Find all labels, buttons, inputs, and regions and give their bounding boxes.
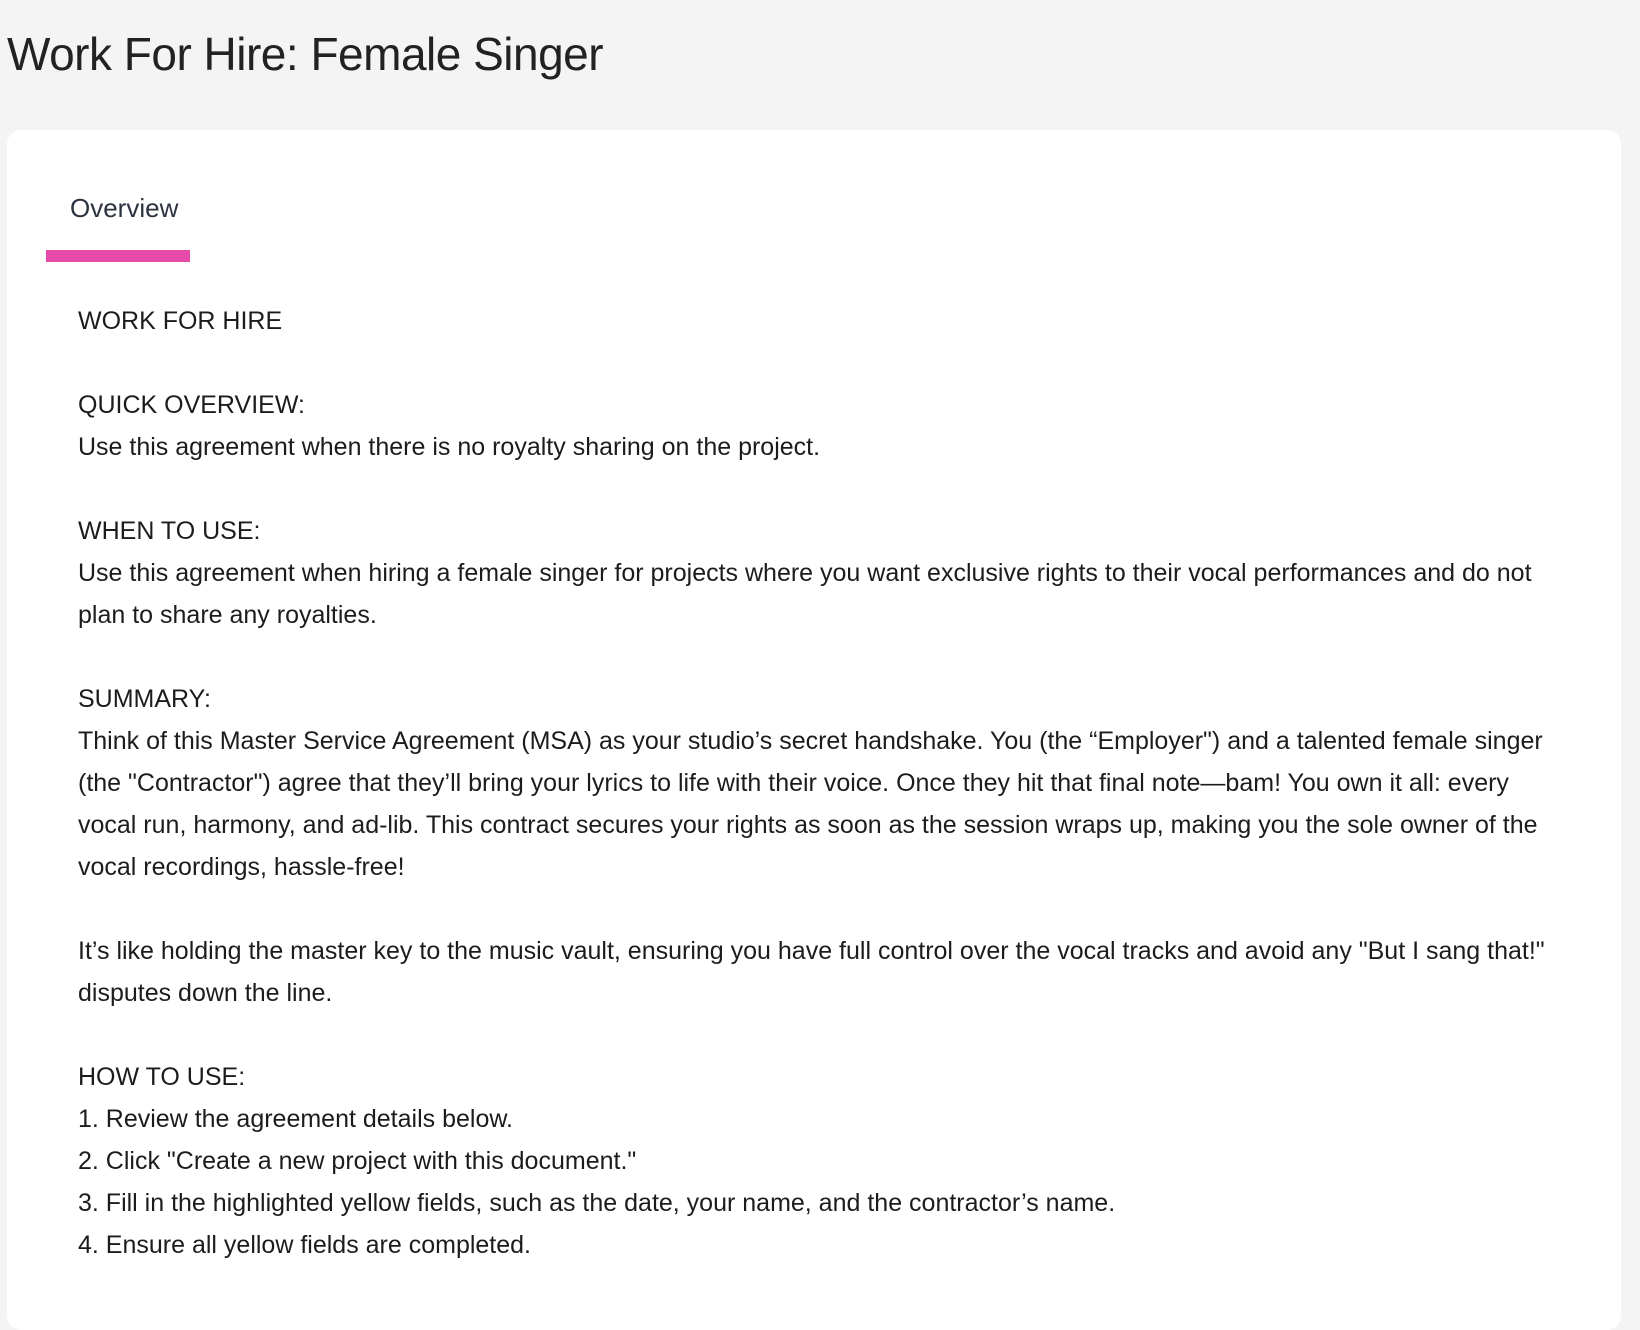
overview-card — [7, 130, 1621, 1330]
how-to-use-step: 2. Click "Create a new project with this document." — [78, 1147, 637, 1175]
quick-overview-text: Use this agreement when there is no royalty sharing on the project. — [78, 433, 821, 461]
quick-overview-heading: QUICK OVERVIEW: — [78, 391, 305, 419]
how-to-use-heading: HOW TO USE: — [78, 1063, 246, 1091]
how-to-use-step: 1. Review the agreement details below. — [78, 1105, 513, 1133]
how-to-use-step: 3. Fill in the highlighted yellow fields, such as the date, your name, and the contractor’s name. — [78, 1189, 1116, 1217]
summary-heading: SUMMARY: — [78, 685, 211, 713]
how-to-use-step: 4. Ensure all yellow fields are completed. — [78, 1231, 532, 1259]
tab-overview-label: Overview — [70, 193, 179, 223]
when-to-use-heading: WHEN TO USE: — [78, 517, 261, 545]
document-title: WORK FOR HIRE — [78, 307, 283, 335]
tab-bar — [46, 190, 190, 262]
tab-overview[interactable] — [46, 190, 190, 262]
overview-content — [78, 300, 1558, 1266]
page-title: Work For Hire: Female Singer — [7, 28, 604, 80]
summary-paragraph-2: It’s like holding the master key to the music vault, ensuring you have full control over the vocal tracks and avoid any "But I sang that!" disputes down the line. — [78, 937, 1545, 1007]
when-to-use-text: Use this agreement when hiring a female singer for projects where you want exclusive rights to their vocal performances and do not plan to share any royalties. — [78, 559, 1532, 629]
active-tab-indicator — [46, 250, 190, 262]
summary-paragraph-1: Think of this Master Service Agreement (MSA) as your studio’s secret handshake. You (the “Employer") and a talented female singer (the "Contractor") agree that they’ll bring your lyrics to life with their voice. Once they hit that final note—bam! You own it all: every vocal run, harmony, and ad-lib. This contract secures your rights as soon as the session wraps up, making you the sole owner of the vocal recordings, hassle-free! — [78, 727, 1543, 881]
